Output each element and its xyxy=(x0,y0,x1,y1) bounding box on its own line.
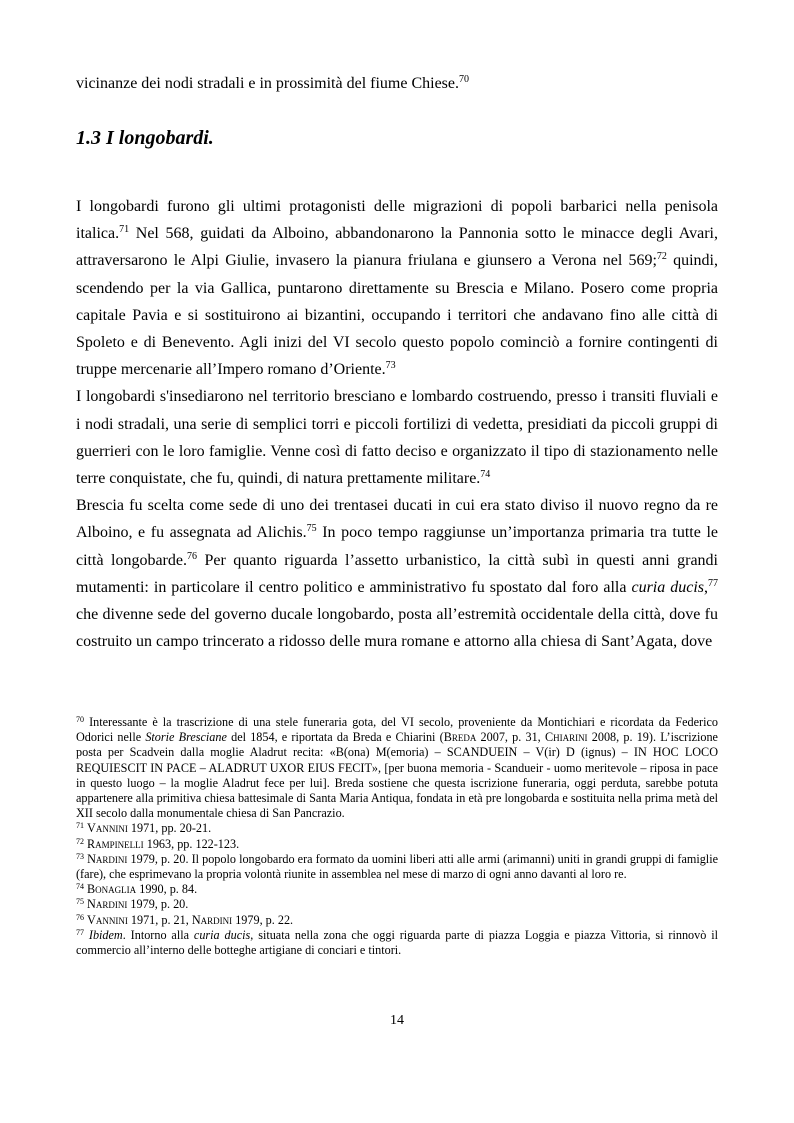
paragraph-brescia xyxy=(76,492,718,655)
italic-term: curia ducis xyxy=(193,927,251,942)
footnote-70 xyxy=(76,715,718,821)
footnote-number: 77 xyxy=(76,927,84,937)
footnote-77 xyxy=(76,928,718,958)
footnote-72 xyxy=(76,837,718,852)
footnote-number: 75 xyxy=(76,897,84,907)
author-name: Nardini xyxy=(87,897,128,912)
text-run: 1963, pp. 122-123. xyxy=(143,836,240,851)
text-run: del 1854, e riportata da Breda e Chiarini ( xyxy=(226,730,444,745)
paragraph-settlement xyxy=(76,383,718,492)
text-run: 1971, pp. 20-21. xyxy=(127,821,212,836)
footnote-ref-75[interactable]: 75 xyxy=(306,523,317,535)
text-run: 2007, p. 31, xyxy=(476,730,545,745)
footnote-73 xyxy=(76,852,718,882)
footnote-number: 73 xyxy=(76,851,84,861)
text-run: Nel 568, guidati da Alboino, abbandonarono la Pannonia sotto le minacce degli Avari, attraversarono le Alpi Giulie, invasero la pianura friulana e giunsero a Verona nel 569; xyxy=(76,225,718,270)
text-run: 1971, p. 21, xyxy=(127,912,192,927)
text-run: 1990, p. 84. xyxy=(136,882,198,897)
text-run: 1979, p. 20. Il popolo longobardo era formato da uomini liberi atti alle armi (arimanni) uniti in grandi gruppi di famiglie (fare), che esprimevano la propria volontà riunite in assemblea nel mese di marzo di ogni anno davanti al loro re. xyxy=(76,851,718,882)
text-run: quindi, scendendo per la via Gallica, puntarono direttamente su Brescia e Milano. Posero come propria capitale Pavia e si sostituirono ai bizantini, occupando i territori che andavano fino alle città di Spoleto e di Benevento. Agli inizi del VI secolo questo popolo cominciò a fornire contingenti di truppe mercenarie all’Impero romano d’Oriente. xyxy=(76,252,719,379)
footnote-71 xyxy=(76,821,718,836)
text-run: I longobardi furono gli ultimi protagonisti delle migrazioni di popoli barbarici nella penisola italica. xyxy=(76,198,718,243)
author-name: Nardini xyxy=(191,912,233,927)
footnote-76 xyxy=(76,913,718,928)
page-number: 14 xyxy=(390,1013,404,1028)
author-name: Chiarini xyxy=(544,730,588,745)
text-run: . Intorno alla xyxy=(122,927,194,942)
paragraph-migrations xyxy=(76,193,718,383)
author-name: Vannini xyxy=(87,821,128,836)
italic-title: Storie Bresciane xyxy=(145,730,227,745)
intro-paragraph xyxy=(76,70,718,97)
author-name: Breda xyxy=(443,730,477,745)
body-text xyxy=(76,193,718,655)
text-run: , situata nella zona che oggi riguarda parte di piazza Loggia e piazza Vittoria, si rinnovò il commercio all’interno delle botteghe artigiane di conciari e tintori. xyxy=(76,927,718,958)
text-run: Brescia fu scelta come sede di uno dei trentasei ducati in cui era stato diviso il nuovo regno da re Alboino, e fu assegnata ad Alichis. xyxy=(76,497,718,542)
footnote-number: 71 xyxy=(76,821,84,831)
text-run: che divenne sede del governo ducale longobardo, posta all’estremità occidentale della città, dove fu costruito un campo trincerato a ridosso delle mura romane e attorno alla chiesa di Sant’Agata, dove xyxy=(76,606,718,651)
author-name: Bonaglia xyxy=(87,882,137,897)
footnote-number: 74 xyxy=(76,882,84,892)
intro-text: vicinanze dei nodi stradali e in prossimità del fiume Chiese. xyxy=(76,75,460,92)
text-run: 1979, p. 22. xyxy=(232,912,294,927)
text-run: 2008, p. 19). L’iscrizione posta per Scadvein dalla moglie Aladrut recita: «B(ona) M(emoria) – SCANDUEIN – V(ir) D (ignus) – IN HOC LOCO REQUIESCIT IN PACE – ALADRUT UXOR EIUS FECIT», [per buona memoria - Scandueir - uomo meritevole – riposa in pace in questo luogo – la moglie Aladrut fece per lui]. Breda sostiene che questa iscrizione funeraria, oggi perduta, sarebbe potuta appartenere alla primitiva chiesa battesimale di Santa Maria Antiqua, fondata in età pre longobarda e sostituita nella prima metà del XII secolo dalla monumentale chiesa di San Pancrazio. xyxy=(76,730,718,821)
author-name: Vannini xyxy=(87,912,128,927)
footnote-75 xyxy=(76,897,718,912)
footnote-74 xyxy=(76,882,718,897)
italic-term: curia ducis xyxy=(631,578,705,596)
text-run: In poco tempo raggiunse un’importanza primaria tra tutte le città longobarde. xyxy=(76,524,718,569)
footnote-number: 76 xyxy=(76,912,84,922)
author-name: Rampinelli xyxy=(87,836,144,851)
text-run: 1979, p. 20. xyxy=(127,897,189,912)
footnotes xyxy=(76,715,718,958)
text-run: , xyxy=(704,578,709,596)
author-name: Nardini xyxy=(87,851,128,866)
footnote-ref-70[interactable]: 70 xyxy=(459,74,470,85)
text-run: Per quanto riguarda l’assetto urbanistico, la città subì in questi anni grandi mutamenti: in particolare il centro politico e amministrativo fu spostato dal foro alla xyxy=(76,551,719,596)
footnote-ref-73[interactable]: 73 xyxy=(385,360,396,372)
section-title: 1.3 I longobardi. xyxy=(76,127,214,149)
footnote-ref-72[interactable]: 72 xyxy=(656,251,667,263)
footnote-number: 72 xyxy=(76,836,84,846)
footnote-number: 70 xyxy=(76,715,84,724)
footnote-ref-77[interactable]: 77 xyxy=(708,577,719,589)
text-run: Interessante è la trascrizione di una stele funeraria gota, del VI secolo, proveniente da Montichiari e ricordata da Federico Odorici nelle xyxy=(76,715,718,745)
footnote-ref-74[interactable]: 74 xyxy=(480,469,491,481)
footnote-ref-76[interactable]: 76 xyxy=(186,550,197,562)
text-run: I longobardi s'insediarono nel territorio bresciano e lombardo costruendo, presso i transiti fluviali e i nodi stradali, una serie di semplici torri e piccoli fortilizi di vedetta, presidiati da piccoli gruppi di guerrieri con le loro famiglie. Venne così di fatto deciso e organizzato il tipo di stazionamento nelle terre conquistate, che fu, quindi, di natura prettamente militare. xyxy=(76,388,718,488)
italic-term: Ibidem xyxy=(88,927,123,942)
footnote-ref-71[interactable]: 71 xyxy=(119,224,130,236)
